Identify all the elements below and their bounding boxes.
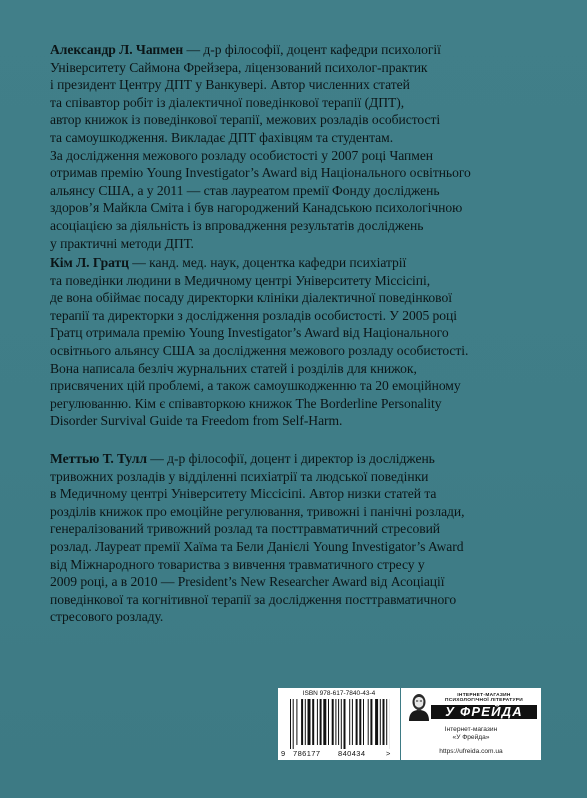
isbn-label: ISBN 978-617-7840-43-4 bbox=[302, 690, 376, 697]
author-name: Кім Л. Гратц bbox=[50, 255, 129, 270]
bio-text: і президент Центру ДПТ у Ванкувері. Автор численних статей bbox=[50, 77, 410, 93]
bio-line bbox=[50, 608, 540, 626]
barcode-bar bbox=[338, 699, 339, 745]
bio-line bbox=[50, 254, 540, 272]
barcode-bar bbox=[296, 699, 297, 745]
bio-text: терапії та директорки з дослідження розладів особистості. У 2005 році bbox=[50, 307, 457, 323]
bio-line bbox=[50, 412, 540, 430]
barcode-bar bbox=[335, 699, 336, 745]
bio-text: Disorder Survival Guide та Freedom from Self-Harm. bbox=[50, 413, 343, 429]
bio-text: тривожних розладів у відділенні психіатрії та людської поведінки bbox=[50, 468, 429, 484]
bio-text: освітнього альянсу США за дослідження межового розладу особистості. bbox=[50, 342, 469, 358]
bio-line bbox=[50, 272, 540, 290]
bio-text: та поведінки людини в Медичному центрі Університету Міссісіпі, bbox=[50, 272, 431, 288]
bio-line bbox=[50, 556, 540, 574]
barcode-bar bbox=[290, 699, 291, 749]
bio-line bbox=[50, 59, 540, 77]
publisher-emblem bbox=[405, 691, 539, 721]
publisher-caption bbox=[401, 726, 541, 756]
freud-portrait-icon bbox=[405, 691, 433, 721]
bio-text: — д-р філософії, доцент кафедри психології bbox=[183, 42, 441, 57]
bio-text: — д-р філософії, доцент і директор із досліджень bbox=[146, 451, 435, 466]
bio-line bbox=[50, 182, 540, 200]
barcode-bar bbox=[370, 699, 372, 745]
bio-line bbox=[50, 164, 540, 182]
bio-line bbox=[50, 503, 540, 521]
barcode-bar bbox=[301, 699, 303, 745]
bio-text: автор книжок із поведінкової терапії, межових розладів особистості bbox=[50, 112, 441, 128]
barcode-bar bbox=[356, 699, 358, 745]
bio-line bbox=[50, 485, 540, 503]
barcode-bar bbox=[363, 699, 364, 745]
bio-line bbox=[50, 111, 540, 129]
bio-text: Університету Саймона Фрейзера, ліцензований психолог-практик bbox=[50, 59, 428, 75]
bio-text: — канд. мед. наук, доцентка кафедри психіатрії bbox=[128, 255, 407, 270]
barcode-bar bbox=[383, 699, 385, 745]
bio-line bbox=[50, 342, 540, 360]
bio-line bbox=[50, 450, 540, 468]
barcode-bar bbox=[312, 699, 314, 745]
bio-text: стресового розладу. bbox=[50, 609, 164, 625]
publisher-line2: ПСИХОЛОГІЧНОЇ ЛІТЕРАТУРИ bbox=[444, 698, 523, 704]
author-name: Александр Л. Чапмен bbox=[50, 42, 184, 57]
barcode-digit-end: > bbox=[386, 749, 391, 758]
publisher-caption-line2: «У Фрейда» bbox=[452, 734, 490, 742]
bio-line bbox=[50, 307, 540, 325]
bio-text: За дослідження межового розладу особистості у 2007 році Чапмен bbox=[50, 147, 434, 163]
barcode-bar bbox=[305, 699, 306, 745]
bio-line bbox=[50, 360, 540, 378]
bio-line bbox=[50, 76, 540, 94]
barcode-bar bbox=[380, 699, 381, 745]
bio-text: регулюванню. Кім є співавторкою книжок The Borderline Personality bbox=[50, 395, 442, 411]
bio-line bbox=[50, 520, 540, 538]
bio-text: здоров’я Майкла Сміта і був нагороджений Канадською психологічною bbox=[50, 200, 463, 216]
publisher-caption-line1: Інтернет-магазин bbox=[444, 726, 498, 733]
barcode-digits-left: 786177 bbox=[293, 749, 321, 758]
bio-text: де вона обіймає посаду директорки клініки діалектичної поведінкової bbox=[50, 290, 452, 306]
isbn-barcode bbox=[278, 688, 400, 760]
bio-text: та самоушкодження. Викладає ДПТ фахівцям та студентам. bbox=[50, 129, 394, 145]
bio-line bbox=[50, 129, 540, 147]
bio-text: асоціацією за діяльність із впровадження результатів досліджень bbox=[50, 217, 424, 233]
barcode-digit-first: 9 bbox=[281, 749, 286, 758]
barcode-bar bbox=[386, 699, 387, 745]
bio-text: у практичні методи ДПТ. bbox=[50, 235, 194, 251]
bio-line bbox=[50, 235, 540, 253]
bio-chapman bbox=[50, 41, 540, 252]
bio-text: від Міжнародного товариства з вивчення травматичного стресу у bbox=[50, 556, 425, 572]
bio-text: Гратц отримала премію Young Investigator’s Award від Національного bbox=[50, 325, 449, 341]
bio-text: Вона написала безліч журнальних статей і розділів для книжок, bbox=[50, 360, 417, 376]
bio-text: генералізований тривожний розлад та посттравматичний стресовий bbox=[50, 521, 441, 537]
bio-line bbox=[50, 217, 540, 235]
publisher-url[interactable]: https://ufreida.com.ua bbox=[439, 747, 503, 755]
barcode-bar bbox=[320, 699, 322, 745]
bio-text: присвячених цій проблемі, а також самоушкодженню та 20 емоційному bbox=[50, 378, 461, 394]
barcode-bar bbox=[368, 699, 369, 745]
barcode-bar bbox=[328, 699, 329, 745]
bio-line bbox=[50, 468, 540, 486]
barcode-bar bbox=[352, 699, 353, 745]
bio-text: розділів книжок про емоційне регулювання, тривожні і панічні розлади, bbox=[50, 503, 465, 519]
barcode-bar bbox=[332, 699, 334, 745]
barcode-bar bbox=[317, 699, 318, 745]
bio-line bbox=[50, 538, 540, 556]
bio-line bbox=[50, 395, 540, 413]
bio-text: розлад. Лауреат премії Хаїма та Бели Данієлі Young Investigator’s Award bbox=[50, 538, 464, 554]
publisher-line1: ІНТЕРНЕТ-МАГАЗИН bbox=[457, 693, 511, 698]
publisher-logo-word: У ФРЕЙДА bbox=[431, 705, 537, 719]
barcode-bar bbox=[359, 699, 361, 745]
barcode-bar bbox=[323, 699, 326, 745]
bio-line bbox=[50, 377, 540, 395]
barcode-bars-icon bbox=[288, 699, 390, 749]
barcode-bar bbox=[344, 699, 346, 749]
bio-line bbox=[50, 591, 540, 609]
bio-line bbox=[50, 199, 540, 217]
publisher-logo bbox=[401, 688, 541, 760]
bio-line bbox=[50, 94, 540, 112]
barcode-bar bbox=[349, 699, 350, 745]
bio-gratz bbox=[50, 254, 540, 430]
barcode-bar bbox=[375, 699, 378, 745]
barcode-digits-right: 840434 bbox=[338, 749, 366, 758]
bio-text: поведінкової та когнітивної терапії за дослідження посттравматичного bbox=[50, 591, 457, 607]
bio-line bbox=[50, 41, 540, 59]
bio-line bbox=[50, 147, 540, 165]
bio-line bbox=[50, 573, 540, 591]
barcode-bar bbox=[341, 699, 342, 749]
bio-line bbox=[50, 289, 540, 307]
barcode-bar bbox=[293, 699, 294, 749]
bio-text: отримав премію Young Investigator’s Award від Національного освітнього bbox=[50, 165, 471, 181]
bio-text: та співавтор робіт із діалектичної поведінкової терапії (ДПТ), bbox=[50, 94, 405, 110]
author-name: Меттью Т. Тулл bbox=[50, 451, 147, 466]
bio-text: в Медичному центрі Університету Міссісіпі. Автор низки статей та bbox=[50, 486, 437, 502]
bio-text: 2009 році, а в 2010 — President’s New Researcher Award від Асоціації bbox=[50, 574, 445, 590]
bio-tull bbox=[50, 450, 540, 626]
bio-line bbox=[50, 324, 540, 342]
barcode-bar bbox=[308, 699, 311, 745]
bio-text: альянсу США, а у 2011 — став лауреатом премії Фонду досліджень bbox=[50, 182, 440, 198]
